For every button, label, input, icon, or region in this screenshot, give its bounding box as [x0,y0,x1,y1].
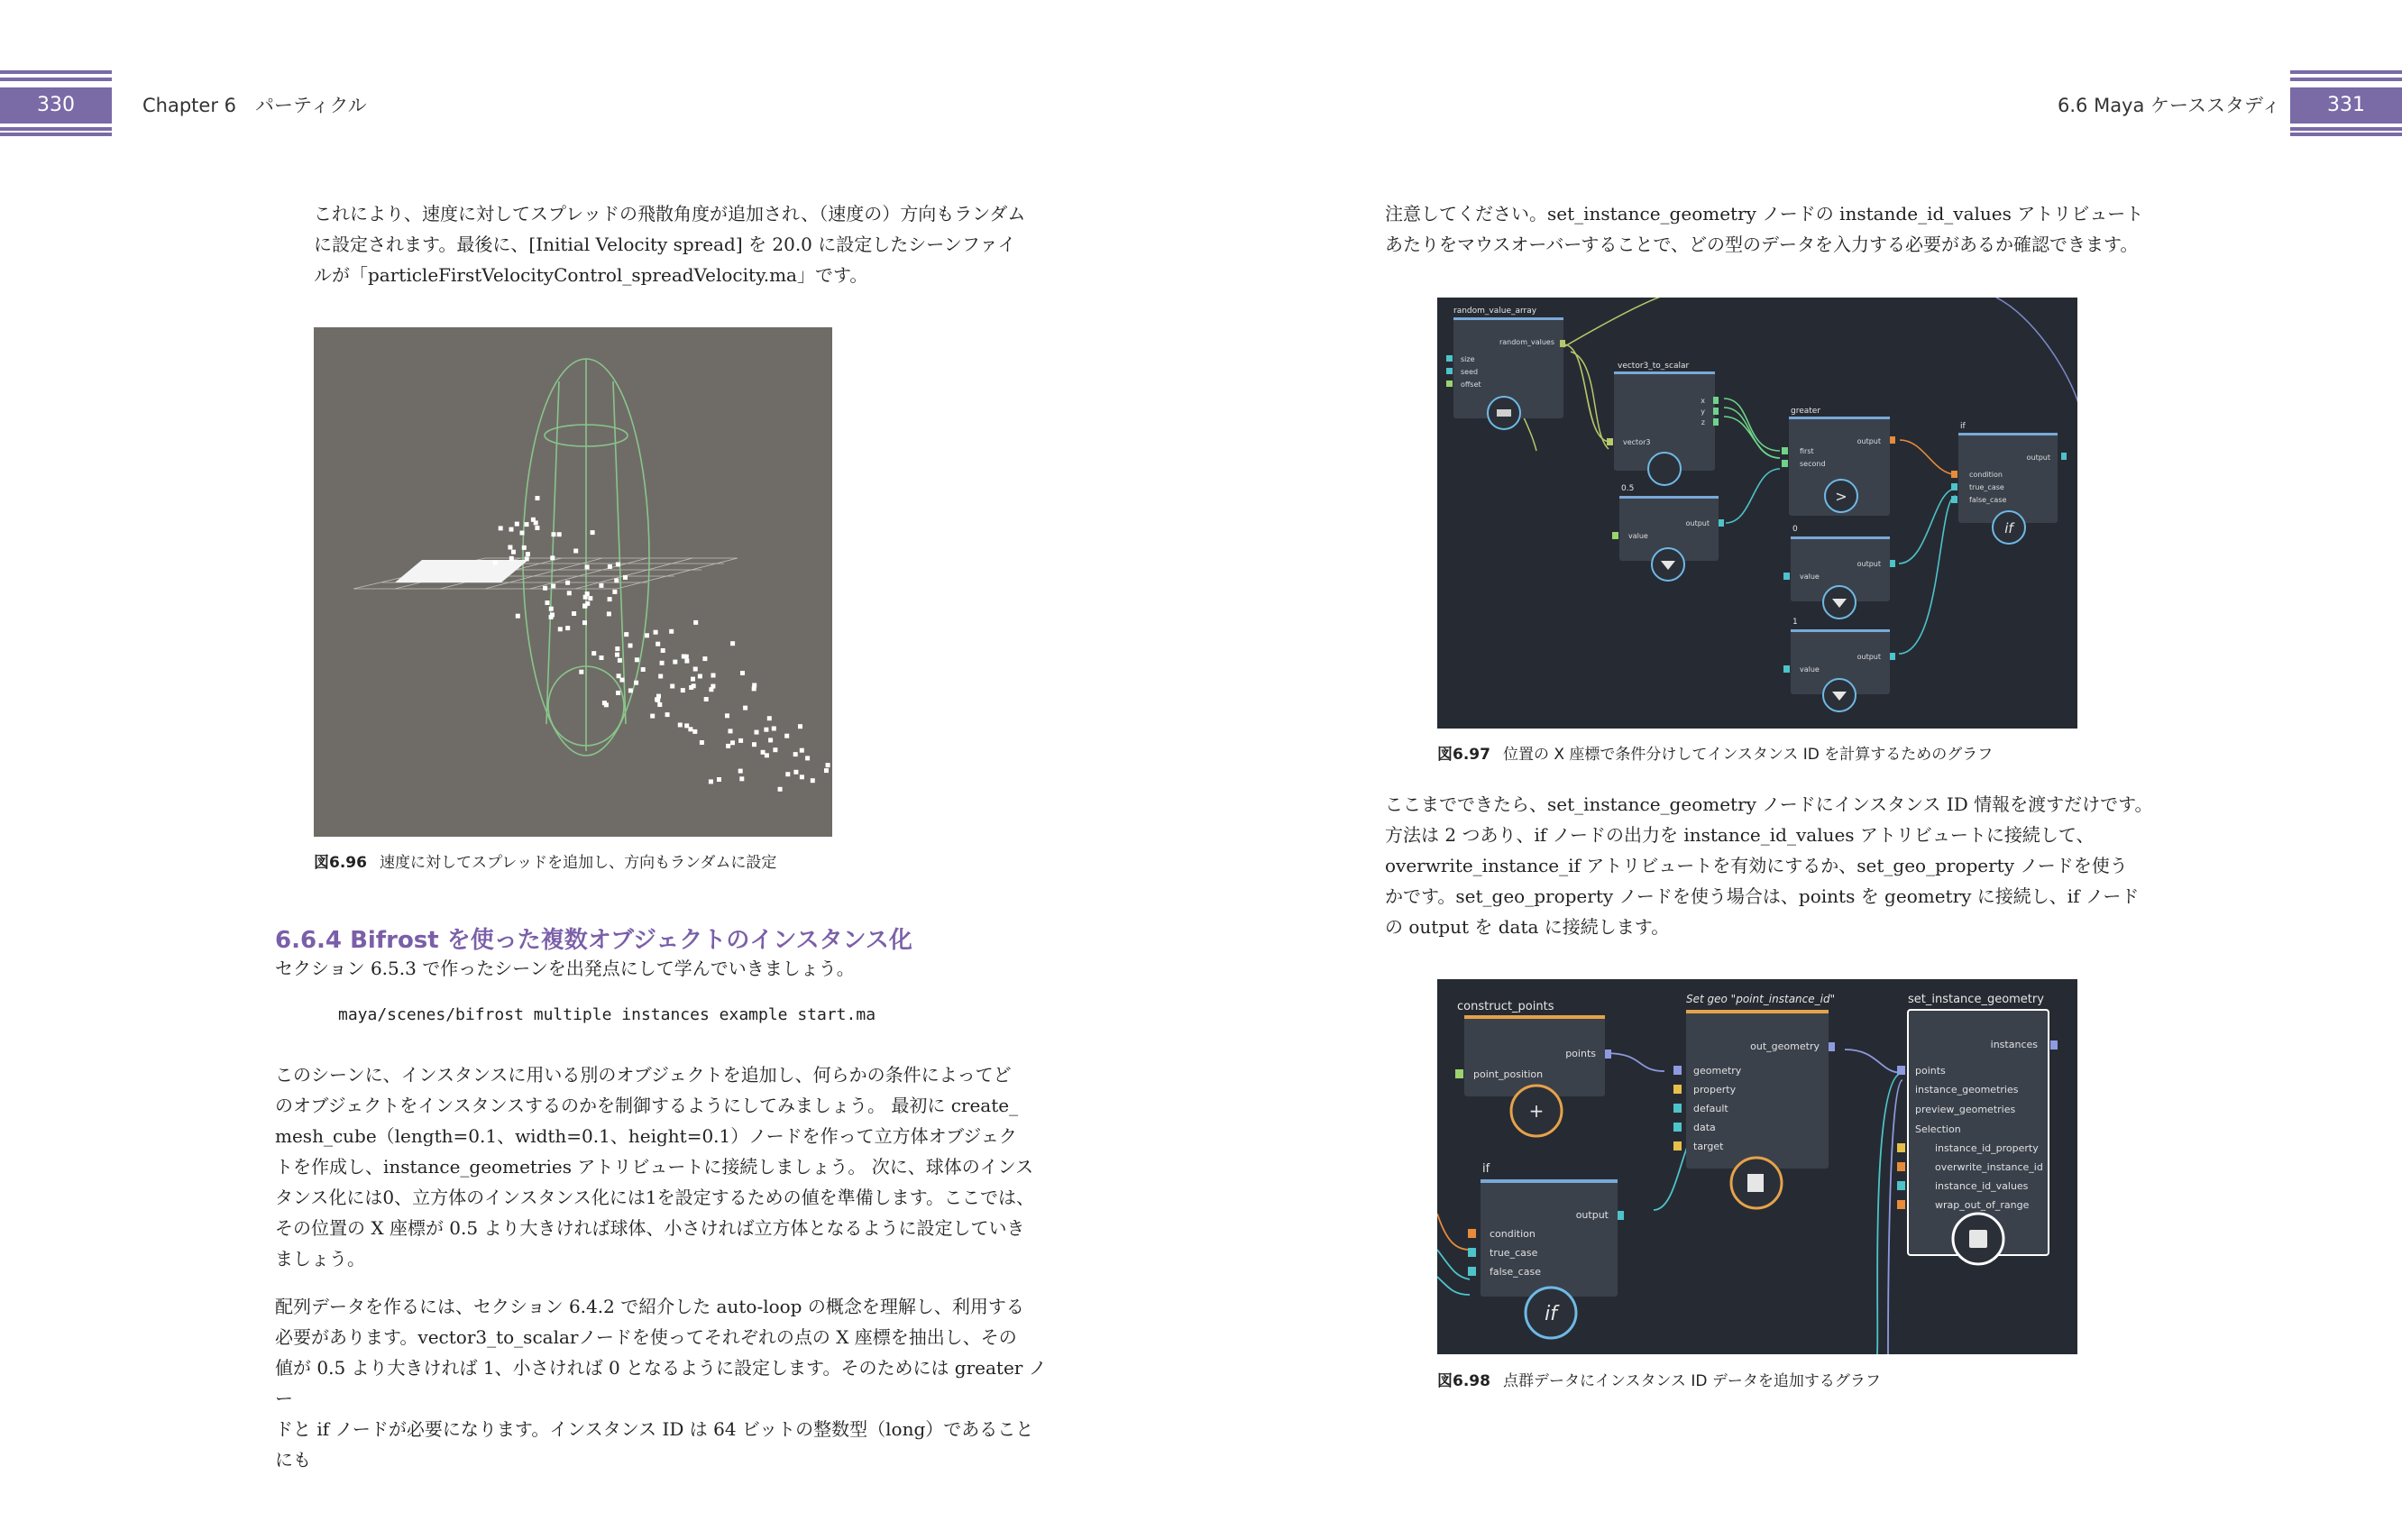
port-label: points [1565,1048,1596,1059]
graph97-svg [1437,298,2077,729]
port-label: x [1701,397,1705,405]
particle [641,667,646,672]
particle [767,716,772,720]
particle [582,620,587,625]
port-label: output [1857,437,1881,445]
particle [824,768,829,773]
port-label: random_values [1499,338,1554,346]
header-stripe-right-mid [2290,78,2402,81]
node-title: construct_points [1457,1000,1554,1013]
port-label: false_case [1969,496,2007,504]
particle [805,756,810,760]
left-paragraph-2 [275,1291,1050,1475]
text-line: かです。set_geo_property ノードを使う場合は、points を geometry に接続し、if ノード [1385,885,2140,907]
svg-text:+: + [1528,1100,1545,1122]
particle [702,656,707,661]
particle [634,681,638,685]
node-title: 1 [1792,618,1798,627]
section-intro: セクション 6.5.3 で作ったシーンを出発点にして学んでいきましょう。 [275,958,855,979]
particle [681,688,685,692]
caption-text: 速度に対してスプレッドを追加し、方向もランダムに設定 [379,854,777,872]
text-line: タンス化には0、立方体のインスタンス化には1を設定するための値を準備します。ここでは、 [275,1187,1035,1208]
split-icon [1648,453,1681,485]
particle [557,532,562,536]
particle [693,620,698,625]
particle [522,545,527,550]
text-line: ましょう。 [275,1248,365,1270]
port-label: out_geometry [1750,1040,1820,1052]
particle [784,734,789,738]
port-label: value [1800,665,1820,674]
text-line: 値が 0.5 より大きければ 1、小さければ 0 となるように設定します。そのためには greater ノー [275,1357,1047,1409]
particle [515,522,519,527]
port-label: Selection [1915,1123,1961,1135]
particle [693,667,698,672]
particle [698,674,702,679]
if-symbol: if [1545,1303,1557,1325]
particle [572,611,576,616]
node-title: random_value_array [1453,307,1537,316]
particle [660,661,665,665]
text-line: トを作成し、instance_geometries アトリビュートに接続しましょう。 次に、球体のインス [275,1156,1034,1178]
port-label: second [1800,460,1826,468]
header-stripe-right-bottom2 [2290,133,2402,136]
particle [516,614,520,619]
particle [768,738,773,742]
section-heading: 6.6.4 Bifrost を使った複数オブジェクトのインスタンス化 [275,927,912,954]
particle [656,642,660,646]
caption-label: 図6.96 [314,854,367,872]
particle [525,556,529,561]
figure-6-97-node-graph [1437,298,2077,729]
left-paragraph-1 [275,1059,1050,1274]
header-stripe-right-top [2290,70,2402,74]
particle [704,697,709,701]
text-line: 必要があります。vector3_to_scalarノードを使ってそれぞれの点の X 座標を抽出し、その [275,1326,1017,1348]
particle [549,607,554,611]
particle [607,611,611,616]
particle [628,688,633,692]
particle [700,740,704,745]
left-page-number: 330 [0,87,112,124]
particle [665,712,670,717]
particle [656,698,660,702]
particle [654,630,658,635]
particle [773,747,777,752]
particle [752,742,756,747]
text-line: overwrite_instance_if アトリビュートを有効にするか、set_geo_property ノードを使う [1385,855,2128,876]
particle [573,549,578,554]
particle [800,748,804,753]
port-label: preview_geometries [1915,1104,2016,1115]
particle [623,575,628,580]
particle [650,714,655,719]
particle [536,496,540,500]
port-label: instances [1990,1039,2038,1050]
particle [709,779,713,784]
port-label: point_position [1473,1068,1544,1080]
header-stripe-left-top [0,70,112,74]
particle [615,646,619,651]
particle [551,583,555,588]
particle [508,545,512,550]
header-stripe-left-mid [0,78,112,81]
particle [711,674,716,678]
particle [591,651,596,655]
particle [565,626,570,630]
port-label: first [1800,447,1814,455]
particle [602,701,607,705]
greater-symbol: > [1835,488,1847,505]
node-title: Set geo "point_instance_id" [1686,993,1836,1005]
text-line: 配列データを作るには、セクション 6.4.2 で紹介した auto-loop の概念を理解し、利用する [275,1296,1024,1317]
left-running-title: Chapter 6 パーティクル [142,95,367,116]
right-intro-paragraph [1385,198,2160,260]
particle [726,744,730,748]
particle [793,770,798,775]
particle [678,723,683,728]
if-symbol: if [2004,520,2013,536]
particle [761,750,766,755]
particle [588,596,592,600]
particle [729,729,733,733]
port-label: data [1693,1122,1716,1133]
text-line: このシーンに、インスタンスに用いる別のオブジェクトを追加し、何らかの条件によってど [275,1064,1012,1086]
port-label: target [1693,1141,1724,1152]
text-line: 方法は 2 つあり、if ノードの出力を instance_id_values アトリビュートに接続して、 [1385,824,2095,846]
particle [725,713,729,718]
particle [525,522,529,527]
text-line: mesh_cube（length=0.1、width=0.1、height=0.1）ノードを作って立方体オブジェク [275,1125,1017,1147]
header-stripe-left-bottom2 [0,133,112,136]
particle [526,552,530,556]
figure-6-98-node-graph [1437,979,2077,1354]
particle [552,532,556,536]
port-label: vector3 [1623,438,1651,446]
right-mid-paragraph [1385,789,2160,942]
particle [549,615,554,619]
particle [493,561,498,565]
particle [620,678,625,683]
particle-scene-illustration [314,327,832,837]
left-intro-paragraph [314,198,1035,290]
particle [711,684,715,689]
particle [535,526,539,530]
text-line: これにより、速度に対してスプレッドの飛散角度が追加され、（速度の）方向もランダム [314,203,1026,225]
particle [550,555,555,560]
particle [612,590,617,594]
port-label: true_case [1969,483,2004,491]
particle [531,518,536,522]
particle [765,753,769,757]
particle [717,777,721,782]
code-path: maya/scenes/bifrost multiple instances example start.ma [338,1005,876,1024]
particle [608,597,612,601]
particle [567,591,572,595]
particle [511,550,516,555]
particle [689,685,693,690]
particle [688,727,692,731]
port-label: output [1857,560,1881,568]
port-label: output [1685,519,1710,527]
particle [798,724,802,729]
particle [617,674,621,678]
port-label: condition [1969,471,2003,479]
particle [785,772,790,776]
port-label: value [1800,573,1820,581]
node-title: if [1482,1162,1490,1176]
header-stripe-left-bottom [0,127,112,131]
particle [739,776,744,781]
text-line: ドと if ノードが必要になります。インスタンス ID は 64 ビットの整数型（long）であることにも [275,1418,1034,1471]
port-label: size [1461,355,1475,363]
particle [691,677,695,682]
particle-points [493,496,830,792]
port-label: output [1575,1209,1609,1221]
right-page-number: 331 [2290,87,2402,124]
particle [740,671,745,675]
port-label: condition [1490,1228,1536,1240]
particle [509,556,514,561]
port-label: output [2026,454,2050,462]
particle [499,526,503,530]
port-label: false_case [1490,1266,1541,1278]
text-line: の output を data に接続します。 [1385,916,1670,938]
particle [582,604,587,609]
particle [599,583,603,588]
particle [673,660,677,665]
particle [615,653,619,657]
particle [624,632,628,637]
particle [635,657,639,662]
caption-text: 位置の X 座標で条件分けしてインスタンス ID を計算するためのグラフ [1502,746,1994,764]
port-label: wrap_out_of_range [1935,1199,2030,1211]
caption-label: 図6.97 [1437,746,1490,764]
node-title: set_instance_geometry [1908,993,2044,1006]
particle [628,644,633,648]
particle [764,728,768,732]
particle [730,740,735,745]
particle [684,659,689,664]
particle [755,730,759,735]
particle [793,752,798,756]
particle [558,627,563,631]
graph98-svg [1437,979,2077,1354]
figure-6-98-caption [1437,1368,1881,1390]
text-line: その位置の X 座標が 0.5 より大きければ球体、小さければ立方体となるように設定していき [275,1217,1025,1239]
text-line: ルが「particleFirstVelocityControl_spreadVelocity.ma」です。 [314,264,868,286]
port-label: overwrite_instance_id [1935,1161,2043,1173]
port-label: y [1701,408,1705,416]
node-title: 0 [1792,525,1798,534]
particle [509,527,514,532]
particle [811,778,815,783]
header-stripe-right-bottom [2290,127,2402,131]
node-title: greater [1791,407,1821,416]
particle [545,600,550,605]
particle [520,531,525,536]
node-title: vector3_to_scalar [1618,362,1690,371]
caption-label: 図6.98 [1437,1372,1490,1390]
particle [661,648,665,653]
particle [826,763,830,767]
particle [579,670,583,674]
port-label: instance_geometries [1915,1084,2019,1095]
particle [684,655,689,659]
node-title: 0.5 [1621,484,1635,493]
particle [585,591,590,596]
particle [591,530,595,535]
particle [565,581,570,585]
particle [669,629,674,634]
port-label: points [1915,1065,1946,1077]
port-label: z [1701,418,1705,426]
particle [670,684,674,689]
particle [616,691,620,695]
particle [658,674,663,679]
text-line: あたりをマウスオーバーすることで、どの型のデータを入力する必要があるか確認できます。 [1385,234,2139,255]
port-label: geometry [1693,1065,1742,1077]
particle [730,641,735,646]
port-label: output [1857,653,1881,661]
text-line: に設定されます。最後に、[Initial Velocity spread] を 20.0 に設定したシーンファイ [314,234,1016,255]
particle [752,683,756,688]
figure-6-97-caption [1437,741,1993,764]
port-label: value [1628,532,1648,540]
figure-6-96-caption [314,849,776,872]
text-line: のオブジェクトをインスタンスするのかを制御するようにしてみましょう。 最初に create_ [275,1095,1019,1116]
particle [657,702,662,707]
port-label: true_case [1490,1247,1538,1259]
port-label: offset [1461,380,1481,389]
port-label: default [1693,1103,1728,1114]
port-label: instance_id_values [1935,1180,2029,1192]
text-line: 注意してください。set_instance_geometry ノードの instande_id_values アトリビュート [1385,203,2144,225]
particle [738,769,743,774]
particle [800,775,804,779]
particle [772,727,776,731]
particle [743,706,747,710]
particle [614,578,619,582]
particle [618,658,622,663]
particle [645,633,649,637]
text-line: ここまでできたら、set_instance_geometry ノードにインスタンス ID 情報を渡すだけです。 [1385,793,2153,815]
particle [600,655,604,660]
port-label: seed [1461,368,1479,376]
particle [778,787,783,792]
particle [738,738,743,743]
particle [585,564,590,569]
particle [616,563,620,567]
figure-6-96-viewport [314,327,832,837]
caption-text: 点群データにインスタンス ID データを追加するグラフ [1502,1372,1881,1390]
node-title: if [1960,422,1966,431]
particle [543,586,547,591]
particle [692,729,697,734]
port-label: property [1693,1084,1737,1095]
particle [608,564,612,569]
right-running-title: 6.6 Maya ケーススタディ [2058,95,2281,116]
port-label: instance_id_property [1935,1142,2039,1154]
